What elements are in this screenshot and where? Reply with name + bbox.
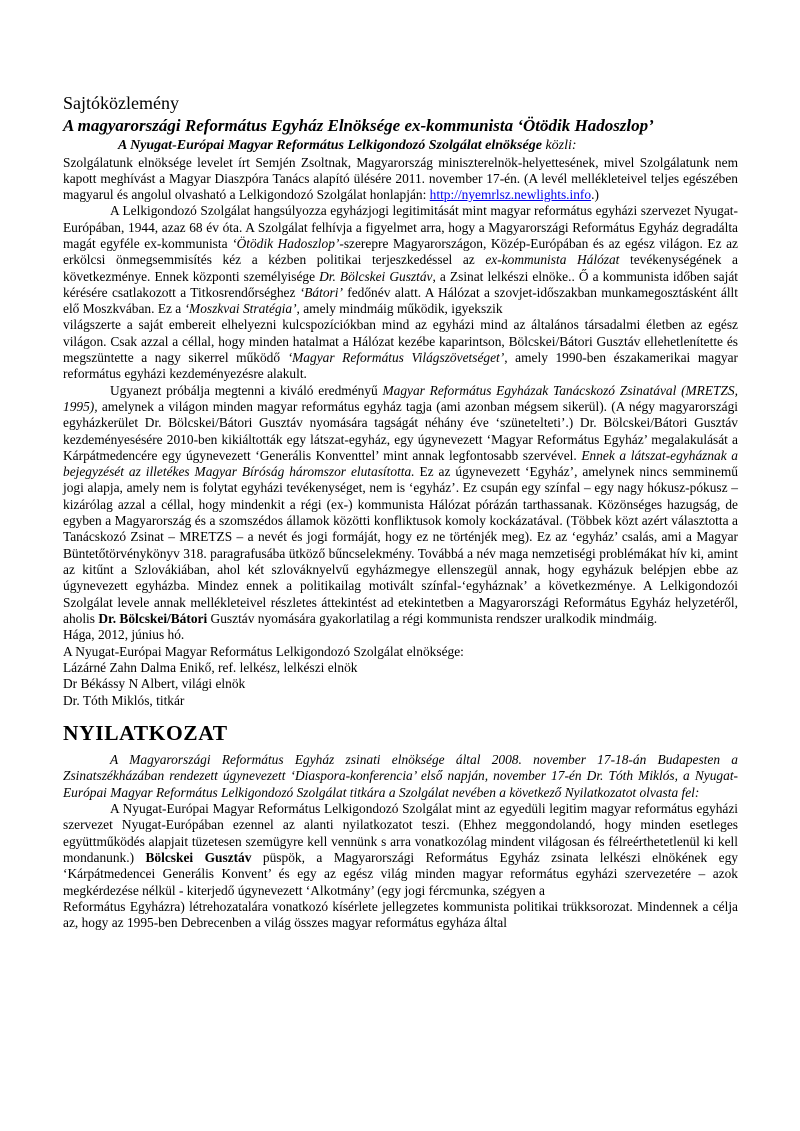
signatory-2 — [63, 676, 738, 692]
paragraph-legitimacy-text-9: ‘Moszkvai Stratégia’ — [184, 301, 297, 317]
paragraph-legitimacy-text-10: , amely mindmáig működik, igyekszik — [296, 301, 503, 317]
paragraph-legitimacy-text-13: ‘Magyar Református Világszövetséget’ — [287, 350, 505, 366]
paragraph-mretzs-text-2: amelynek a világon minden magyar református egyház tagja (ami azonban mégsem sikerül). (A négy magyarországi egyházkerület Dr. Bölcskei/Bátori Gusztáv nyomására tagságát néhány éve ‘szünetelteti’.) Dr. Bölcskei/Bátori Gusztáv kezdeményesésére 2010-ben kikiáltották egy látszat-egyház, egy úgynevezett ‘Magyar Református Egyház’ megalakulását a Kárpátmedencére egy úgynevezett ‘Generális Konventtel’ mint annak legfontosabb szervével. — [63, 398, 738, 463]
subtitle — [63, 137, 738, 155]
paragraph-declaration-body-text-4: Református Egyházra) létrehozatalára vonatkozó kísérlete jellegzetes kommunista politikai trükksorozat. Mindennek a célja az, hogy az 1995-ben Debrecenben a világ összes magyar református egyháza által — [63, 898, 738, 931]
paragraph-legitimacy — [63, 203, 738, 382]
paragraph-declaration-body-text-1: Bölcskei Gusztáv — [145, 849, 252, 865]
document-body — [63, 91, 738, 931]
paragraph-legitimacy-text-12: világszerte a saját embereit elhelyezni kulcspozíciókban mind az egyházi mind az általános társadalmi életben az egész világon. Csak azzal a céllal, hogy minden hatalmat a Hálózat kezébe kaparintson, Bölcskei/Bátori Gusztáv ellehetlenítette és megszüntette a nagy sikerrel működő — [63, 317, 738, 366]
signatory-1 — [63, 660, 738, 676]
main-title-text-0: A magyarországi Református Egyház Elnöksége ex-kommunista ‘Ötödik Hadoszlop’ — [63, 116, 654, 135]
paragraph-legitimacy-text-5: Dr. Bölcskei Gusztáv — [319, 268, 433, 284]
doc-kind-label — [63, 91, 738, 115]
paragraph-intro — [63, 155, 738, 204]
paragraph-legitimacy-text-14: , amely 1990-ben északamerikai magyar református egyházi kezdeményezésre alakult. — [63, 350, 739, 382]
signatory-3-text-0: Dr. Tóth Miklós, titkár — [63, 692, 185, 708]
paragraph-legitimacy-text-7: ‘Bátori’ — [299, 284, 343, 300]
paragraph-intro-text-2: .) — [591, 187, 599, 203]
paragraph-declaration-body — [63, 801, 738, 931]
paragraph-legitimacy-text-6: , a Zsinat lelkészi elnöke.. Ő a kommunista időben saját kérésére csatlakozott a Titkosrendőrséghez — [63, 268, 738, 300]
paragraph-mretzs-text-1: Magyar Református Egyházak Tanácskozó Zsinatával (MRETZS, 1995), — [63, 382, 738, 414]
paragraph-legitimacy-text-3: ex-kommunista Hálózat — [485, 252, 620, 268]
paragraph-mretzs-text-3: Ennek a látszat-egyháznak a bejegyzését az illetékes Magyar Bíróság háromszor elutasította. — [63, 447, 738, 480]
paragraph-legitimacy-text-1: ‘Ötödik Hadoszlop’ — [232, 235, 340, 251]
main-title — [63, 115, 738, 137]
doc-kind-label-text-0: Sajtóközlemény — [63, 93, 179, 113]
paragraph-legitimacy-text-2: -szerepre Magyarországon, Közép-Európában és az egész világon. Ez az erkölcsi önmegsemmisítés kéz a kézben politikai terjeszkedéssel az — [63, 235, 738, 268]
signatory-2-text-0: Dr Békássy N Albert, világi elnök — [63, 676, 246, 692]
signatory-1-text-0: Lázárné Zahn Dalma Enikő, ref. lelkész, lelkészi elnök — [63, 659, 358, 675]
paragraph-mretzs — [63, 383, 738, 627]
dateline — [63, 627, 738, 643]
paragraph-mretzs-text-6: Gusztáv nyomására gyakorlatilag a régi kommunista rendszer uralkodik mindmáig. — [207, 610, 658, 626]
paragraph-intro-text-0: Szolgálatunk elnöksége levelet írt Semjén Zsoltnak, Magyarország miniszterelnök-helyettesének, mivel Szolgálatunk nem kapott meghívást a Magyar Diaszpóra Tanács alapító ülésére 2011. november 17-én. (A levél mellékleteivel teljes egészében magyarul és angolul olvasható a Lelkigondozó Szolgálat honlapján: — [63, 154, 738, 203]
declaration-heading — [63, 720, 738, 747]
paragraph-declaration-intro-text-0: A Magyarországi Református Egyház zsinati elnöksége által 2008. november 17-18-án Budapesten a Zsinatszékházában rendezett úgynevezett ‘Diaspora-konferencia’ első napján, november 17-én Dr. Tóth Miklós, a Nyugat-Európai Magyar Református Lelkigondozó Szolgálat titkára a Szolgálat nevében a következő Nyilatkozatot olvasta fel: — [63, 752, 738, 800]
paragraph-mretzs-text-4: Ez az úgynevezett ‘Egyház’, amelynek nincs semminemű jogi alapja, amely nem is folytat egyházi tevékenységet, nem is ‘egyház’. Ez csupán egy színfal – egy nagy hókusz-pókusz – kizárólag azzal a céllal, hogy mindenkit a régi (ex-) kommunista Hálózat pórázán tarthassanak. Közönséges hazugság, de egyben a Magyarország és a szomszédos államok közötti konfliktusok komoly kockázatával. (Többek közt azért választotta a Tanácskozó Zsinat – MRETZS – a nevét és jogi formáját, hogy ez ne történjék meg). Ez az ‘egyház’ csalás, ami a Magyar Büntetőtörvénykönyv 318. paragrafusába ütköző bűncselekmény. Továbbá a név maga nemzetiségi problémákat hív ki, amint az kitűnt a Szlovákiában, ahol két szlováknyelvű egyházmegye ellenszegül annak, hogy egyházuk belépjen ebbe az úgynevezett egyházba. Mindez ennek a politikailag motivált színfal-‘egyháznak’ a következménye. A Lelkigondozói Szolgálat levele annak mellékleteivel részletes áttekintést ad etekintetben a Magyarországi Református Egyház helyzetéről, aholis — [63, 464, 738, 626]
paragraph-legitimacy-text-4: tevékenységének a következménye. Ennek központi személyisége — [63, 252, 738, 284]
subtitle-text-0: A Nyugat-Európai Magyar Református Lelkigondozó Szolgálat elnöksége — [118, 138, 546, 153]
signature-org — [63, 644, 738, 660]
paragraph-declaration-body-text-0: A Nyugat-Európai Magyar Református Lelkigondozó Szolgálat mint az egyedüli legitim magyar református egyházi szervezet Nyugat-Európában ezennel az alanti nyilatkozatot teszi. (Ehhez meggondolandó, hogy minden esetleges együttműködés alapjait tüzetesen szemügyre kell vennünk s arra vonatkozólag mindent világosan és félreérthetetlenül ki kell mondanunk.) — [63, 801, 738, 865]
signature-org-text-0: A Nyugat-Európai Magyar Református Lelkigondozó Szolgálat elnöksége: — [63, 643, 464, 659]
subtitle-text-1: közli: — [545, 138, 577, 153]
declaration-heading-text-0: NYILATKOZAT — [63, 721, 228, 746]
paragraph-legitimacy-text-0: A Lelkigondozó Szolgálat hangsúlyozza egyházjogi legitimitását mint magyar református egyházi szervezet Nyugat-Európában, 1944, azaz 68 év óta. A Szolgálat felhívja a figyelmet arra, hogy a Magyarországi Református Egyház degradálta magát egyféle ex-kommunista — [63, 203, 738, 251]
paragraph-mretzs-text-0: Ugyanezt próbálja megtenni a kiváló eredményű — [110, 382, 383, 398]
signatory-3 — [63, 693, 738, 709]
paragraph-declaration-body-text-2: püspök, a Magyarországi Református Egyház zsinata lelkészi elnökének egy ‘Kárpátmedencei Generális Konvent’ és egy az egész világ minden magyar református egyházi szervezetére – azok megkérdezése nélkül - kiterjedő úgynevezett ‘Alkotmány’ (egy jogi fércmunka, szégyen a — [63, 849, 738, 898]
paragraph-mretzs-text-5: Dr. Bölcskei/Bátori — [98, 610, 208, 626]
paragraph-declaration-intro — [63, 752, 738, 801]
dateline-text-0: Hága, 2012, június hó. — [63, 627, 185, 643]
paragraph-legitimacy-text-8: fedőnév alatt. A Hálózat a szovjet-időszakban munkamegosztásként állt elő Moszkvában. Ez a — [63, 284, 738, 317]
website-link[interactable]: http://nyemrlsz.newlights.info — [429, 187, 592, 203]
